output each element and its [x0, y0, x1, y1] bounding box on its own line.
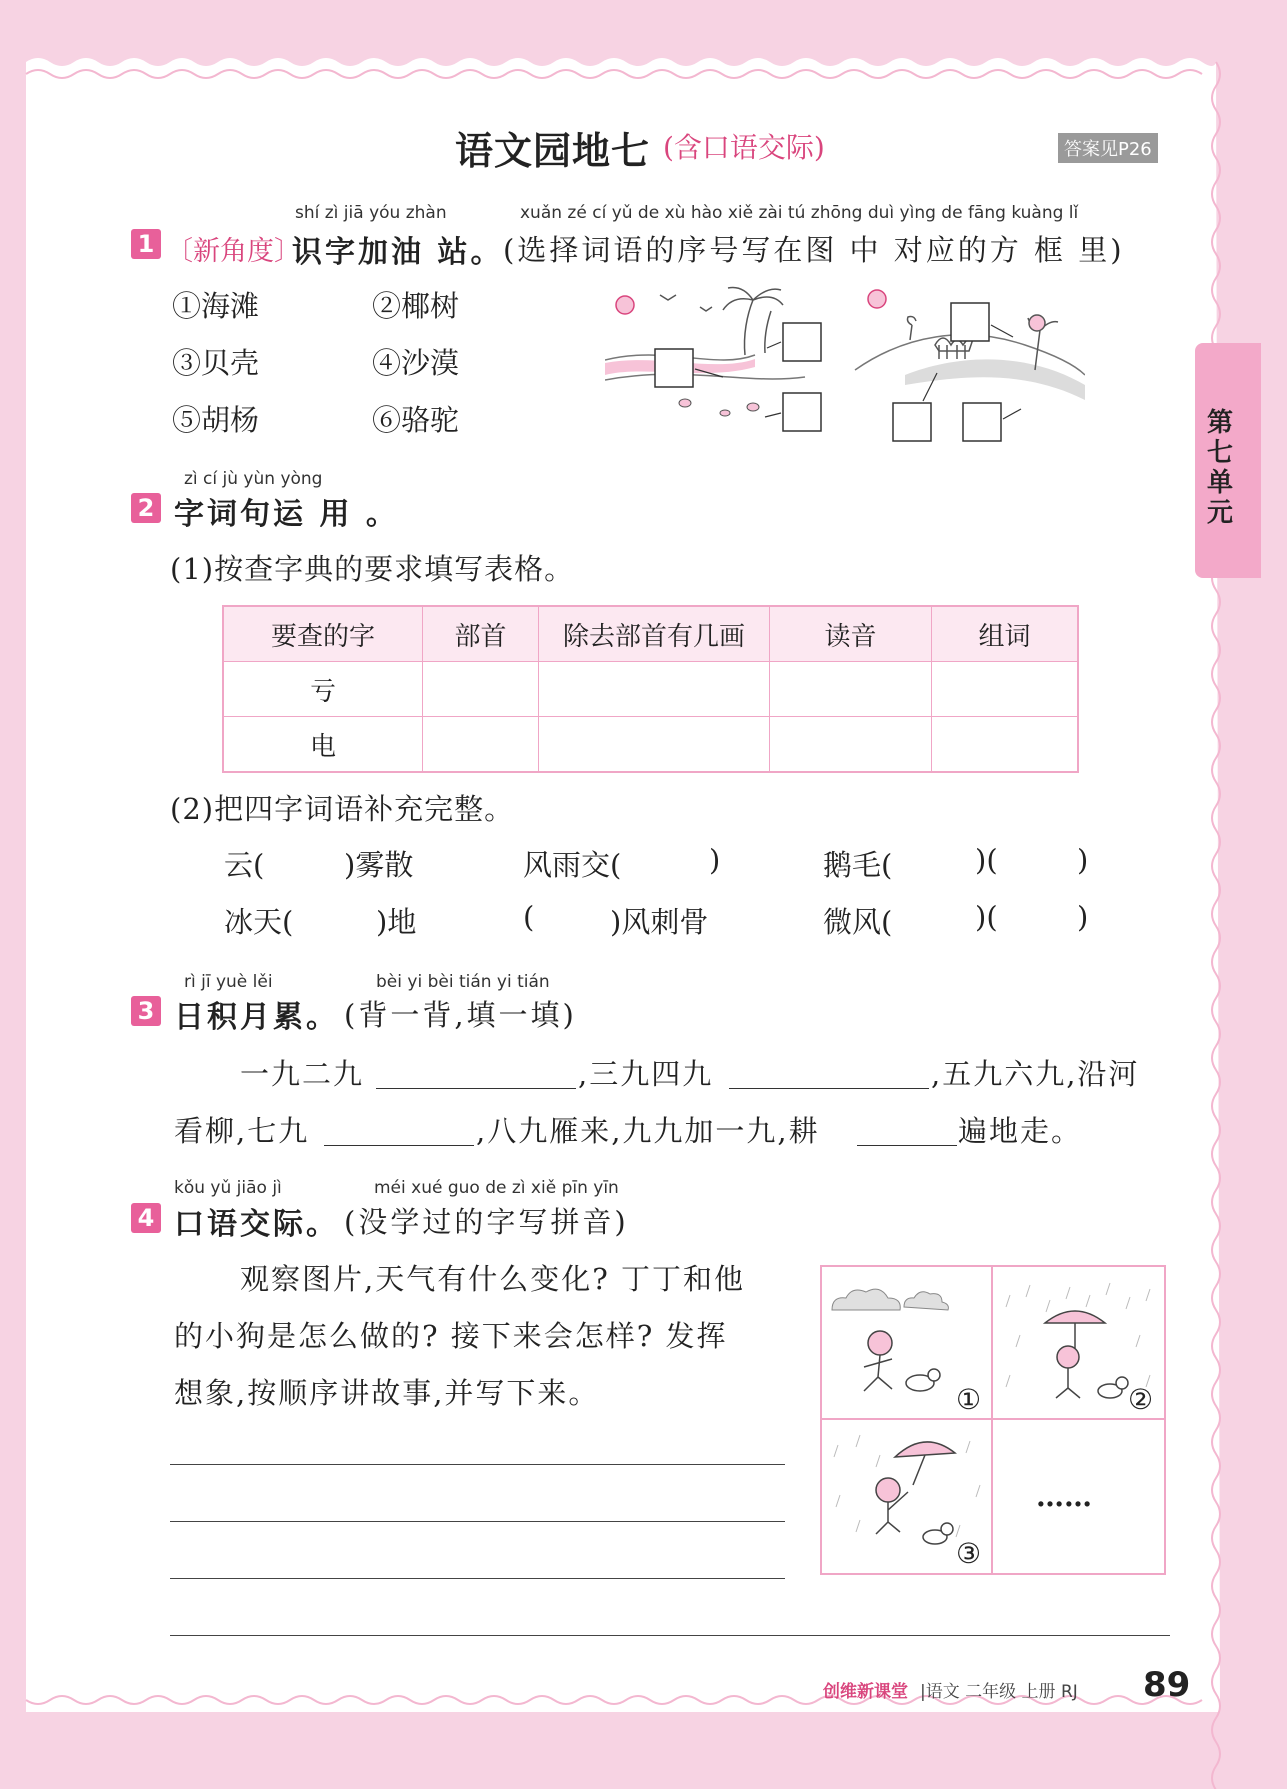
section3-number: 3: [131, 996, 161, 1026]
fill-blank-3[interactable]: [324, 1145, 474, 1146]
footer-brand: 创维新课堂: [823, 1682, 908, 1702]
idiom-6-b: )(: [975, 900, 998, 934]
section1-tag: 〔新角度〕: [166, 236, 301, 267]
table-header-row: [223, 606, 1078, 662]
proverb-line1-c: ,五九六九,沿河: [931, 1057, 1140, 1091]
panel-label-2: ②: [1128, 1383, 1154, 1416]
beach-desert-illustration: [605, 285, 1085, 450]
story-picture-grid: [820, 1265, 1166, 1575]
answer-box-desert: [951, 303, 989, 341]
table-cell-blank[interactable]: [770, 662, 932, 717]
section3-instruction-pinyin: bèi yi bèi tián yi tián: [376, 972, 550, 992]
table-row: [223, 662, 1078, 717]
section2-part1: (1)按查字典的要求填写表格。: [170, 552, 575, 586]
table-cell-blank[interactable]: [539, 662, 770, 717]
proverb-line2-b: ,八九雁来,九九加一九,耕: [476, 1114, 820, 1148]
option-1: ①海滩: [172, 289, 260, 323]
section1-title: 识字加油 站。: [292, 235, 504, 270]
idiom-1-a: 云(: [224, 848, 265, 882]
table-cell-blank[interactable]: [423, 717, 539, 773]
section2-number: 2: [131, 493, 161, 523]
idiom-2-b: ): [709, 843, 721, 877]
section4-instruction: (没学过的字写拼音): [344, 1205, 629, 1239]
panel-label-3: ③: [956, 1537, 982, 1570]
section4-title-pinyin: kǒu yǔ jiāo jì: [174, 1178, 282, 1198]
option-6: ⑥骆驼: [372, 403, 460, 437]
option-2: ②椰树: [372, 289, 460, 323]
idiom-2-a: 风雨交(: [523, 848, 622, 882]
answer-box-palm: [783, 323, 821, 361]
idiom-3-b: )(: [975, 843, 998, 877]
option-4: ④沙漠: [372, 346, 460, 380]
footer-info: |语文 二年级 上册 RJ: [920, 1682, 1078, 1702]
panel-label-1: ①: [956, 1383, 982, 1416]
section3-instruction: (背一背,填一填): [344, 998, 577, 1032]
table-cell-blank[interactable]: [932, 662, 1079, 717]
section4-title: 口语交际。: [174, 1207, 339, 1242]
idiom-5-b: )风刺骨: [610, 905, 709, 939]
idiom-3-a: 鹅毛(: [823, 848, 893, 882]
oral-prompt-line3: 想象,按顺序讲故事,并写下来。: [174, 1376, 600, 1410]
table-cell-blank[interactable]: [770, 717, 932, 773]
idiom-3-c: ): [1077, 843, 1089, 877]
proverb-line1-b: ,三九四九: [578, 1057, 714, 1091]
answer-badge: 答案见P26: [1058, 133, 1158, 163]
idiom-4-a: 冰天(: [224, 905, 294, 939]
proverb-line2-c: 遍地走。: [958, 1114, 1083, 1148]
section1-instruction-pinyin: xuǎn zé cí yǔ de xù hào xiě zài tú zhōng duì yìng de fāng kuàng lǐ: [520, 203, 1079, 223]
idiom-6-c: ): [1077, 900, 1089, 934]
section2-title-pinyin: zì cí jù yùn yòng: [184, 469, 323, 489]
section4-instruction-pinyin: méi xué guo de zì xiě pīn yīn: [374, 1178, 619, 1198]
idiom-4-b: )地: [376, 905, 417, 939]
table-header: 读音: [770, 606, 932, 662]
panel-ellipsis: ……: [1036, 1480, 1092, 1513]
answer-box-beach: [655, 349, 693, 387]
writing-line-long[interactable]: [170, 1635, 1170, 1636]
oral-prompt-line2: 的小狗是怎么做的? 接下来会怎样? 发挥: [174, 1319, 728, 1353]
table-cell-blank[interactable]: [539, 717, 770, 773]
table-header: 要查的字: [223, 606, 423, 662]
fill-blank-2[interactable]: [729, 1088, 929, 1089]
section3-title: 日积月累。: [174, 1000, 339, 1035]
section1-instruction: (选择词语的序号写在图 中 对应的方 框 里): [503, 233, 1125, 267]
answer-box-camel: [893, 403, 931, 441]
writing-line[interactable]: [170, 1521, 785, 1522]
table-row: [223, 717, 1078, 773]
proverb-line1-a: 一九二九: [240, 1057, 365, 1091]
oral-prompt-line1: 观察图片,天气有什么变化? 丁丁和他: [240, 1262, 745, 1296]
section2-part2: (2)把四字词语补充完整。: [170, 792, 515, 826]
section2-title: 字词句运 用 。: [174, 497, 399, 532]
table-header: 除去部首有几画: [539, 606, 770, 662]
table-cell-char: 电: [223, 717, 423, 773]
fill-blank-1[interactable]: [376, 1088, 576, 1089]
table-header: 部首: [423, 606, 539, 662]
answer-box-poplar: [963, 403, 1001, 441]
writing-line[interactable]: [170, 1578, 785, 1579]
table-header: 组词: [932, 606, 1079, 662]
dictionary-table: [222, 605, 1079, 773]
section1-title-pinyin: shí zì jiā yóu zhàn: [295, 203, 447, 223]
idiom-1-b: )雾散: [344, 848, 414, 882]
idiom-5-a: (: [523, 900, 535, 934]
page-subtitle: (含口语交际): [663, 131, 825, 164]
writing-line[interactable]: [170, 1464, 785, 1465]
page-title: 语文园地七: [455, 129, 651, 173]
option-5: ⑤胡杨: [172, 403, 260, 437]
idiom-6-a: 微风(: [823, 905, 893, 939]
section1-number: 1: [131, 229, 161, 259]
table-cell-blank[interactable]: [932, 717, 1079, 773]
proverb-line2-a: 看柳,七九: [174, 1114, 310, 1148]
table-cell-char: 亏: [223, 662, 423, 717]
section4-number: 4: [131, 1203, 161, 1233]
bird-icon: [660, 295, 712, 311]
fill-blank-4[interactable]: [857, 1145, 957, 1146]
answer-box-shell: [783, 393, 821, 431]
unit-side-label: 第七单元: [1206, 408, 1233, 528]
sun-icon: [616, 290, 886, 314]
table-cell-blank[interactable]: [423, 662, 539, 717]
shell-icon: [679, 399, 759, 416]
page-number: 89: [1143, 1665, 1191, 1705]
option-3: ③贝壳: [172, 346, 260, 380]
section3-title-pinyin: rì jī yuè lěi: [184, 972, 273, 992]
